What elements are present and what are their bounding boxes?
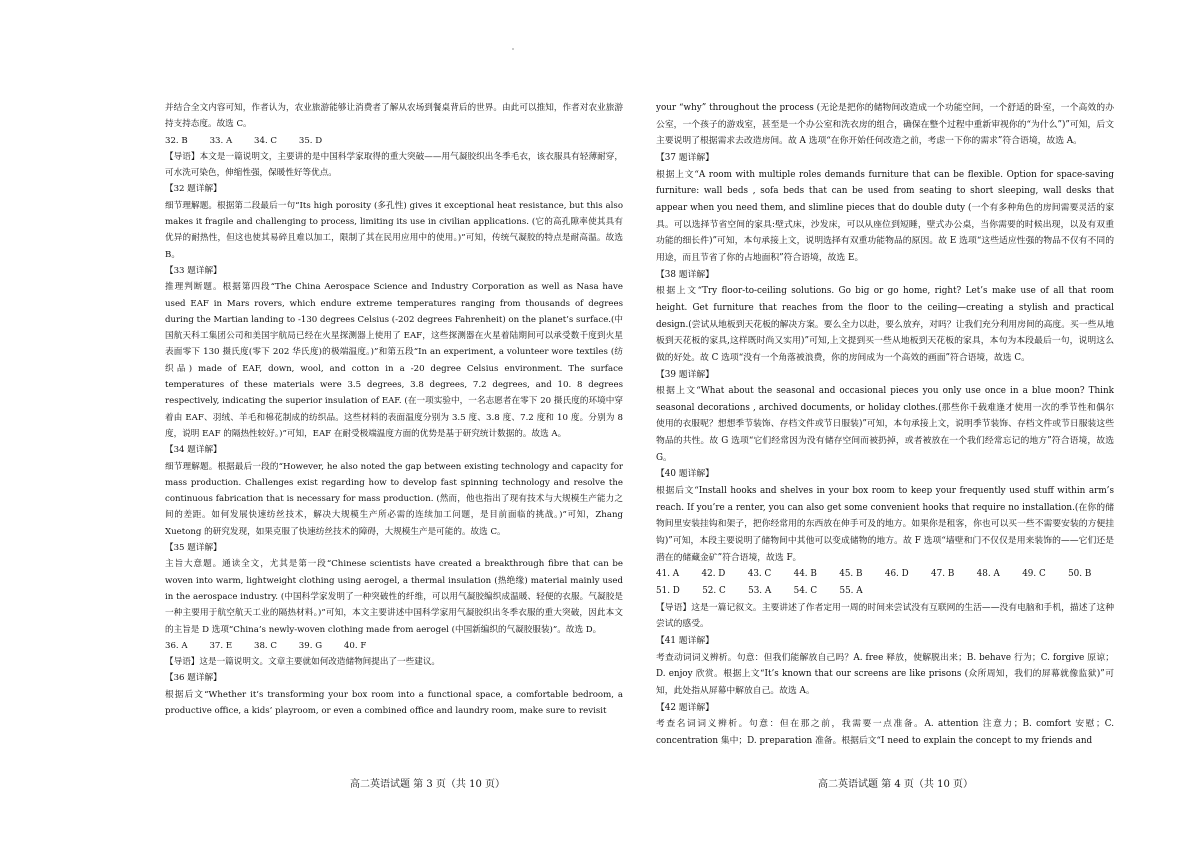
guide-41-55: 【导语】这是一篇记叙文。主要讲述了作者定用一周的时间来尝试没有互联网的生活——没有电脑和手机，描述了这种尝试的感受。	[656, 602, 1114, 630]
heading-q40: 【40 题详解】	[656, 469, 714, 480]
explanation-q41: 考查动词词义辨析。句意：但我们能解放自己吗？A. free 释放，使解脱出来；B. behave 行为；C. forgive 原谅；D. enjoy 欣赏。根据上文“It’s known that our screens are like prisons (众所周知，我们的屏幕就像监狱)”可知，此处指从屏幕中解放自己。故选 A。	[656, 652, 1114, 696]
explanation-q32: 细节理解题。根据第二段最后一句“Its high porosity (多孔性) gives it exceptional heat resistance, but this also makes it fragile and challenging to process, limiting its use in civilian applications. (它的高孔隙率使其具有优异的耐热性，但这也使其易碎且难以加工，限制了其在民用应用中的使用。)”可知，传统气凝胶的特点是耐高温。故选 B。	[165, 200, 623, 260]
explanation-q35: 主旨大意题。通读全文，尤其是第一段“Chinese scientists have created a breakthrough fibre that can be woven into warm, lightweight clothing using aerogel, a thermal insulation (热绝缘) material mainly used in the aerospace industry. (中国科学家发明了一种突破性的纤维，可以用气凝胶编织成温暖、轻便的衣服。气凝胶是一种主要用于航空航天工业的隔热材料。)”可知，本文主要讲述中国科学家用气凝胶织出冬季衣服的重大突破，因此本文的主旨是 D 选项“China’s newly-woven clothing made from aerogel (中国新编织的气凝胶服装)”。故选 D。	[165, 559, 623, 635]
heading-q36: 【36 题详解】	[165, 673, 222, 684]
heading-q39: 【39 题详解】	[656, 369, 714, 380]
answer-key-36-40: 36. A 37. E 38. C 39. G 40. F	[165, 640, 367, 651]
explanation-q39: 根据上文“What about the seasonal and occasional pieces you only use once in a blue moon? Think seasonal decorations , archived documents, or holiday clothes.(那些你千载难逢才使用一次的季节性和偶尔使用的衣服呢？想想季节装饰、存档文件或节日服装)”可知，本句承接上文，说明季节装饰、存档文件或节日服装这些物品的共性。故 G 选项“它们经常因为没有储存空间而被扔掉，或者被放在一个我们经常忘记的地方”符合语境，故选 G。	[656, 386, 1114, 463]
answer-key-32-35: 32. B 33. A 34. C 35. D	[165, 135, 323, 146]
guide-36-40: 【导语】这是一篇说明文。文章主要就如何改造储物间提出了一些建议。	[165, 657, 441, 668]
heading-q41: 【41 题详解】	[656, 636, 714, 646]
answer-key-41-50: 41. A 42. D 43. C 44. B 45. B 46. D 47. B 48. A 49. C 50. B	[656, 569, 1092, 580]
explanation-q34: 细节理解题。根据最后一段的“However, he also noted the gap between existing technology and capacity for mass production. Challenges exist regarding how to develop fast spinning technology and resolve the continuous fabrication that is necessary for mass production. (然而，他也指出了现有技术与大规模生产能力之间的差距。如何发展快速纺丝技术，解决大规模生产所必需的连续加工问题，是目前面临的挑战。)”可知，Zhang Xuetong 的研究发现，如果克服了快速纺丝技术的障碍，大规模生产是可能的。故选 C。	[165, 461, 623, 537]
heading-q33: 【33 题详解】	[165, 265, 222, 276]
heading-q38: 【38 题详解】	[656, 269, 714, 280]
scan-dot	[512, 48, 514, 50]
explanation-q42-start: 考查名词词义辨析。句意：但在那之前，我需要一点准备。A. attention 注意力；B. comfort 安慰；C. concentration 集中；D. preparation 准备。根据后文“I need to explain the concept to my friends and	[656, 719, 1114, 746]
left-page-column	[165, 100, 623, 719]
answer-key-51-55: 51. D 52. C 53. A 54. C 55. A	[656, 586, 863, 597]
page-footer-right: 高二英语试题 第 4 页（共 10 页）	[818, 779, 973, 790]
explanation-q38: 根据上文“Try floor-to-ceiling solutions. Go big or go home, right? Let’s make use of all that room height. Get furniture that reaches from the floor to the ceiling—creating a stylish and practical design.(尝试从地板到天花板的解决方案。要么全力以赴，要么放弃，对吗？让我们充分利用房间的高度。买一些从地板到天花板的家具,这样既时尚又实用)”可知,上文提到买一些从地板到天花板的家具，本句为本段最后一句，说明这么做的好处。故 C 选项“没有一个角落被浪费，你的房间成为一个高效的画面”符合语境，故选 C。	[656, 286, 1114, 363]
guide-32-35: 【导语】本文是一篇说明文，主要讲的是中国科学家取得的重大突破——用气凝胶织出冬季毛衣，该衣服具有轻薄耐穿，可水洗可染色，伸缩性强，保暖性好等优点。	[165, 151, 623, 179]
heading-q42: 【42 题详解】	[656, 702, 714, 713]
explanation-q40: 根据后文“Install hooks and shelves in your box room to keep your frequently used stuff within arm’s reach. If you’re a renter, you can also get some convenient hooks that require no installation.(在你的储物间里安装挂钩和架子，把你经常用的东西放在伸手可及的地方。如果你是租客，你也可以买一些不需要安装的方便挂钩)”可知，本段主要说明了储物间中其他可以变成储物的地方。故 F 选项“墙壁和门不仅仅是用来装饰的——它们还是潜在的储藏金矿”符合语境，故选 F。	[656, 486, 1114, 563]
heading-q35: 【35 题详解】	[165, 543, 222, 554]
page-footer-left: 高二英语试题 第 3 页（共 10 页）	[350, 779, 505, 790]
explanation-q36-continued: your “why” throughout the process (无论是把你的储物间改造成一个功能空间，一个舒适的卧室，一个高效的办公室，一个孩子的游戏室，甚至是一个办公室和洗衣房的组合，确保在整个过程中重新审视你的“为什么”)”可知，后文主要说明了根据需求去改造房间。故 A 选项“在你开始任何改造之前，考虑一下你的需求”符合语境，故选 A。	[656, 103, 1114, 147]
right-page-column	[656, 100, 1114, 750]
heading-q32: 【32 题详解】	[165, 184, 222, 195]
explanation-q36-start: 根据后文“Whether it’s transforming your box room into a functional space, a comfortable bedroom, a productive office, a kids’ playroom, or even a combined office and laundry room, make sure to revisit	[165, 689, 623, 716]
paragraph-conclusion: 并结合全文内容可知，作者认为，农业旅游能够让消费者了解从农场到餐桌背后的世界。由此可以推知，作者对农业旅游持支持态度。故选 C。	[165, 103, 623, 130]
heading-q34: 【34 题详解】	[165, 445, 222, 456]
explanation-q33: 推理判断题。根据第四段“The China Aerospace Science and Industry Corporation as well as Nasa have used EAF in Mars rovers, which endure extreme temperatures ranging from thousands of degrees during the Martian landing to -130 degrees Celsius (-202 degrees Fahrenheit) on the planet’s surface.(中国航天科工集团公司和美国宇航局已经在火星探测器上使用了 EAF，这些探测器在火星着陆期间可以承受数千度到火星表面零下 130 摄氏度(零下 202 华氏度)的极端温度。)”和第五段“In an experiment, a volunteer wore textiles (纺织品) made of EAF, down, wool, and cotton in a -20 degree Celsius environment. The surface temperatures of these materials were 3.5 degrees, 3.8 degrees, 7.2 degrees, and 10. 8 degrees respectively, indicating the superior insulation of EAF. (在一项实验中，一名志愿者在零下 20 摄氏度的环境中穿着由 EAF、羽绒、羊毛和棉花制成的纺织品。这些材料的表面温度分别为 3.5 度、3.8 度、7.2 度和 10 度。分别为 8 度，说明 EAF 的隔热性较好。)”可知，EAF 在耐受极端温度方面的优势是基于研究统计数据的。故选 A。	[165, 282, 623, 439]
explanation-q37: 根据上文“A room with multiple roles demands furniture that can be flexible. Option for space-saving furniture: wall beds , sofa beds that can be used from seating to short sleeping, wall desks that appear when you need them, and slimline pieces that do double duty (一个有多种角色的房间需要灵活的家具。可以选择节省空间的家具:壁式床，沙发床，可以从座位到短睡，壁式办公桌，当你需要的时候出现，以及有双重功能的细长件)”可知，本句承接上文，说明选择有双重功能物品的原因。故 E 选项“这些适应性强的物品不仅有不同的用途，而且节省了你的占地面积”符合语境，故选 E。	[656, 169, 1114, 263]
heading-q37: 【37 题详解】	[656, 152, 714, 163]
